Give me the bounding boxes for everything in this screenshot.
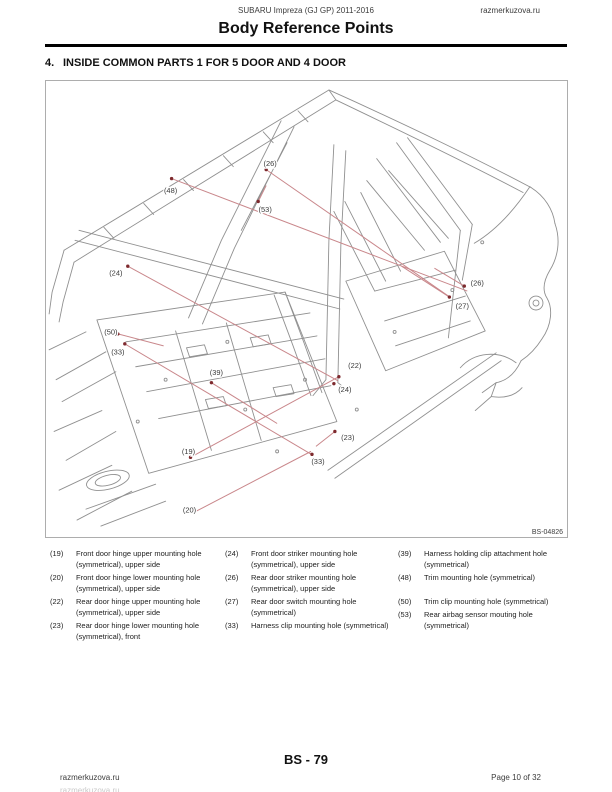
legend-item-text: Front door hinge upper mounting hole (symmetrical), upper side [76, 549, 202, 569]
legend-item-number: (27) [225, 597, 239, 606]
legend-item-number: (24) [225, 549, 239, 558]
title-rule [45, 44, 567, 47]
legend-item-number: (53) [398, 610, 412, 619]
figure-code: BS-04826 [531, 529, 563, 536]
callout-point-dot [463, 284, 466, 287]
callout-label: (48) [163, 186, 178, 196]
callout-leader-line [266, 170, 448, 296]
callout-layer [104, 159, 484, 514]
section-number: 4. [45, 57, 55, 69]
car-body-sketch [49, 90, 558, 526]
callout-point-dot [126, 264, 129, 267]
callout-point-dot [264, 168, 267, 171]
callout-label: (24) [109, 268, 123, 278]
legend-item-text: Rear door switch mounting hole (symmetrical) [251, 597, 357, 617]
watermark-site-ghost: razmerkuzova.ru [60, 786, 120, 792]
legend-item-number: (33) [225, 621, 239, 630]
callout-leader-line [211, 383, 277, 424]
legend-item [225, 597, 395, 618]
legend-item [50, 621, 220, 642]
legend-item-text: Trim mounting hole (symmetrical) [424, 573, 535, 582]
section-heading [45, 57, 346, 69]
legend-item-number: (20) [50, 573, 64, 582]
callout-point-dot [210, 381, 213, 384]
legend-item-text: Front door striker mounting hole (symmetrical), upper side [251, 549, 358, 569]
legend-item-number: (22) [50, 597, 64, 606]
legend [45, 549, 567, 649]
legend-item [50, 573, 220, 594]
legend-item [225, 573, 395, 594]
callout-label: (20) [182, 505, 197, 515]
legend-item [225, 549, 395, 570]
legend-item-number: (50) [398, 596, 412, 606]
legend-item-text: Harness clip mounting hole (symmetrical) [251, 621, 389, 630]
page-number: Page 10 of 32 [491, 773, 541, 782]
callout-leader-line [194, 451, 310, 512]
legend-item [398, 610, 567, 631]
callout-label: (26) [263, 159, 277, 169]
legend-column-3 [398, 549, 567, 634]
callout-label: (19) [181, 446, 196, 456]
callout-label: (33) [311, 456, 325, 466]
callout-label: (33) [111, 347, 125, 357]
car-body-diagram [46, 81, 567, 537]
callout-leader-line [172, 179, 468, 292]
page-title: Body Reference Points [218, 20, 394, 37]
callout-leader-line [316, 431, 335, 446]
legend-item-text: Rear door striker mounting hole (symmetrical), upper side [251, 573, 357, 593]
legend-item-text: Harness holding clip attachment hole (symmetrical) [424, 549, 547, 569]
section-title: INSIDE COMMON PARTS 1 FOR 5 DOOR AND 4 DOOR [63, 57, 346, 69]
callout-label: (50) [104, 327, 118, 337]
legend-item [398, 549, 567, 570]
callout-leader-line [128, 266, 338, 380]
callout-leader-line [125, 344, 313, 456]
legend-item-number: (39) [398, 549, 412, 558]
legend-item-text: Trim clip mounting hole (symmetrical) [424, 596, 549, 606]
callout-label: (23) [341, 432, 355, 442]
legend-column-2 [225, 549, 395, 635]
callout-leader-line [434, 268, 464, 286]
callout-leader-line [258, 186, 266, 202]
callout-point-dot [170, 177, 173, 180]
callout-point-dot [332, 382, 335, 385]
legend-item-text: Rear door hinge upper mounting hole (symmetrical), upper side [76, 597, 201, 617]
legend-item-number: (23) [50, 621, 64, 630]
callout-label: (24) [338, 385, 352, 395]
callout-point-dot [333, 430, 336, 433]
body-diagram-figure [45, 80, 568, 538]
callout-point-dot [123, 342, 126, 345]
legend-item-number: (48) [398, 573, 412, 582]
legend-column-1 [50, 549, 220, 645]
legend-item-text: Rear airbag sensor mouting hole (symmetrical) [424, 610, 533, 630]
callout-point-dot [257, 200, 260, 203]
legend-item-text: Rear door hinge lower mounting hole (symmetrical), front [76, 621, 199, 641]
callout-label: (26) [470, 278, 484, 288]
watermark-site-top: razmerkuzova.ru [480, 6, 540, 15]
callout-label: (27) [455, 301, 469, 311]
legend-item [225, 621, 395, 632]
callout-label: (53) [258, 204, 272, 214]
legend-item [50, 549, 220, 570]
legend-item [398, 573, 567, 584]
callout-point-dot [448, 295, 451, 298]
callout-point-dot [189, 456, 192, 459]
legend-item-number: (19) [50, 549, 64, 558]
callout-label: (39) [209, 368, 224, 378]
document-title: SUBARU Impreza (GJ GP) 2011-2016 [238, 6, 374, 15]
footer-page-code: BS - 79 [283, 752, 329, 767]
callout-point-dot [337, 375, 340, 378]
callout-point-dot [310, 453, 313, 456]
legend-item [50, 597, 220, 618]
legend-item [398, 597, 567, 608]
legend-item-text: Front door hinge lower mounting hole (symmetrical), upper side [76, 573, 201, 593]
legend-item-number: (26) [225, 573, 239, 582]
callout-label: (22) [348, 361, 362, 371]
watermark-site-bottom: razmerkuzova.ru [60, 773, 120, 782]
